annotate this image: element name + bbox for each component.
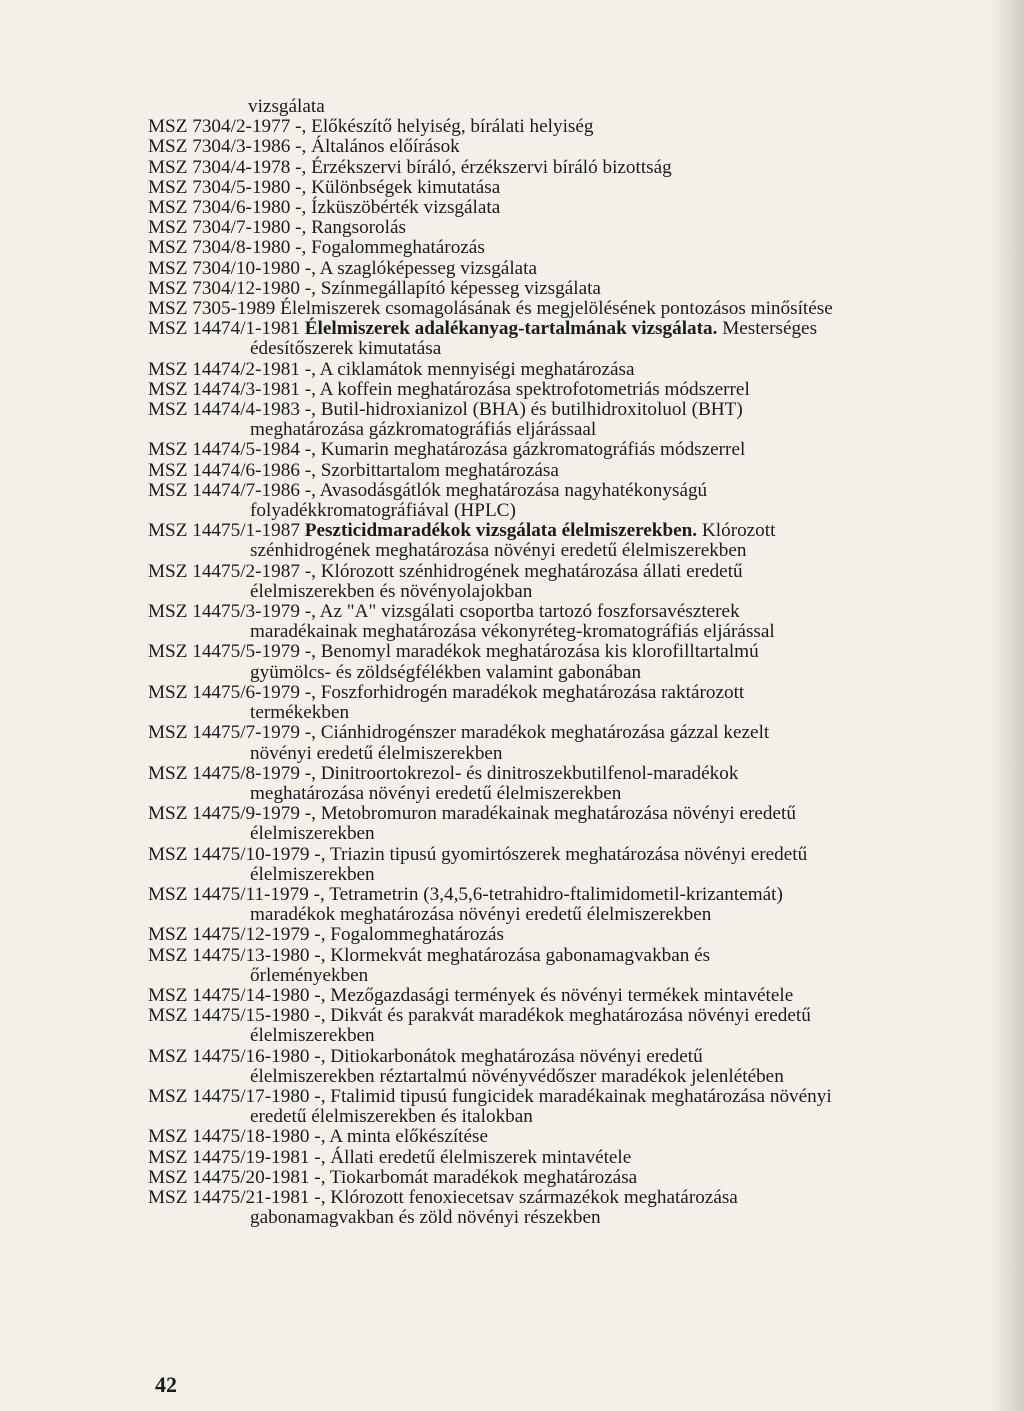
standard-entry	[148, 1168, 948, 1188]
standard-code: MSZ 14475/1-1987	[148, 520, 300, 542]
standard-entry	[148, 259, 948, 279]
entry-line: MSZ 14475/10-1979 -, Triazin tipusú gyomirtószerek meghatározása növényi eredetű	[148, 843, 808, 865]
standard-entry	[148, 804, 948, 844]
standard-subtitle-start: Mesterséges	[722, 318, 818, 340]
entry-continuation-line: élelmiszerekben réztartalmú növényvédőszer maradékok jelenlétében	[250, 1065, 784, 1087]
entry-continuation-line: folyadékkromatográfiával (HPLC)	[250, 500, 516, 522]
entry-continuation-line: gyümölcs- és zöldségfélékben valamint gabonában	[250, 661, 642, 683]
standard-entry	[148, 360, 948, 380]
standard-entry	[148, 279, 948, 299]
entry-continuation-line: meghatározása növényi eredetű élelmiszerekben	[250, 782, 622, 804]
entry-line: MSZ 14475/20-1981 -, Tiokarbomát maradékok meghatározása	[148, 1166, 638, 1188]
standard-entry	[148, 137, 948, 157]
standard-entry	[148, 602, 948, 642]
standard-entry	[148, 117, 948, 137]
entry-line: MSZ 14475/8-1979 -, Dinitroortokrezol- és dinitroszekbutilfenol-maradékok	[148, 762, 739, 784]
entry-line: MSZ 14475/19-1981 -, Állati eredetű élelmiszerek mintavétele	[148, 1146, 632, 1168]
standard-group-title: Élelmiszerek adalékanyag-tartalmának vizsgálata.	[304, 318, 718, 340]
standard-entry	[148, 178, 948, 198]
standard-entry	[148, 400, 948, 440]
entry-line: MSZ 14474/2-1981 -, A ciklamátok mennyiségi meghatározása	[148, 358, 635, 380]
entry-continuation-line: élelmiszerekben	[250, 863, 375, 885]
entry-line: MSZ 7304/7-1980 -, Rangsorolás	[148, 217, 406, 239]
standard-entry	[148, 158, 948, 178]
entry-line: MSZ 14475/7-1979 -, Ciánhidrogénszer maradékok meghatározása gázzal kezelt	[148, 722, 770, 744]
standard-entry	[148, 1188, 948, 1228]
standard-entry	[148, 198, 948, 218]
entry-continuation-line: maradékainak meghatározása vékonyréteg-kromatográfiás eljárással	[250, 621, 775, 643]
entry-line: MSZ 7304/2-1977 -, Előkészítő helyiség, bírálati helyiség	[148, 116, 594, 138]
entry-line: MSZ 14474/5-1984 -, Kumarin meghatározása gázkromatográfiás módszerrel	[148, 439, 746, 461]
standard-entry	[148, 1148, 948, 1168]
entry-continuation-line: eredetű élelmiszerekben és italokban	[250, 1106, 533, 1128]
standard-entry	[148, 845, 948, 885]
standard-entry	[148, 925, 948, 945]
standards-list	[148, 97, 948, 1228]
entry-continuation-line: növényi eredetű élelmiszerekben	[250, 742, 503, 764]
standard-entry	[148, 299, 948, 319]
intro-line: vizsgálata	[248, 96, 325, 117]
entry-line: MSZ 7304/5-1980 -, Különbségek kimutatása	[148, 176, 501, 198]
standard-entry	[148, 481, 948, 521]
entry-line: MSZ 14475/14-1980 -, Mezőgazdasági termények és növényi termékek mintavétele	[148, 984, 794, 1006]
entry-line: MSZ 14474/4-1983 -, Butil-hidroxianizol (BHA) és butilhidroxitoluol (BHT)	[148, 399, 743, 421]
standard-entry	[148, 946, 948, 986]
standard-entry	[148, 642, 948, 682]
standard-entry	[148, 238, 948, 258]
standard-entry	[148, 521, 948, 561]
standard-code: MSZ 14474/1-1981	[148, 318, 300, 340]
standard-entry	[148, 1127, 948, 1147]
standard-entry	[148, 723, 948, 763]
entry-heading-line	[148, 521, 948, 541]
entry-line: MSZ 7304/3-1986 -, Általános előírások	[148, 136, 460, 158]
entry-continuation-line: szénhidrogének meghatározása növényi eredetű élelmiszerekben	[250, 540, 747, 562]
entry-continuation-line: őrleményekben	[250, 964, 369, 986]
standard-entry	[148, 440, 948, 460]
entry-line: MSZ 14475/17-1980 -, Ftalimid tipusú fungicidek maradékainak meghatározása növényi	[148, 1085, 832, 1107]
entry-line: MSZ 14475/3-1979 -, Az "A" vizsgálati csoportba tartozó foszforsavészterek	[148, 601, 740, 623]
entry-line: MSZ 14475/13-1980 -, Klormekvát meghatározása gabonamagvakban és	[148, 944, 711, 966]
page-edge-shadow	[990, 0, 1024, 1411]
standard-entry	[148, 1006, 948, 1046]
page-number: 42	[155, 1372, 177, 1397]
entry-line: MSZ 7304/10-1980 -, A szaglóképesseg vizsgálata	[148, 257, 538, 279]
entry-continuation-line: édesítőszerek kimutatása	[250, 338, 442, 360]
entry-line: MSZ 7305-1989 Élelmiszerek csomagolásának és megjelölésének pontozásos minősítése	[148, 298, 833, 320]
entry-line: MSZ 14475/11-1979 -, Tetrametrin (3,4,5,6-tetrahidro-ftalimidometil-krizantemát)	[148, 883, 783, 905]
entry-continuation-line: termékekben	[250, 702, 350, 724]
standard-entry	[148, 885, 948, 925]
entry-heading-line	[148, 319, 948, 339]
entry-continuation-line: meghatározása gázkromatográfiás eljárássaal	[250, 419, 597, 441]
standard-entry	[148, 683, 948, 723]
entry-line: MSZ 7304/12-1980 -, Színmegállapító képesseg vizsgálata	[148, 277, 601, 299]
entry-line: MSZ 14475/12-1979 -, Fogalommeghatározás	[148, 924, 504, 946]
entry-line: MSZ 14474/3-1981 -, A koffein meghatározása spektrofotometriás módszerrel	[148, 378, 750, 400]
standard-entry	[148, 380, 948, 400]
entry-continuation-line: élelmiszerekben	[250, 823, 375, 845]
standard-entry	[148, 1047, 948, 1087]
entry-continuation-line: gabonamagvakban és zöld növényi részekben	[250, 1207, 601, 1229]
entry-line: MSZ 7304/8-1980 -, Fogalommeghatározás	[148, 237, 485, 259]
standard-entry	[148, 319, 948, 359]
entry-line: MSZ 14475/18-1980 -, A minta előkészítése	[148, 1126, 489, 1148]
entry-line: MSZ 14475/16-1980 -, Ditiokarbonátok meghatározása növényi eredetű	[148, 1045, 703, 1067]
standard-entry	[148, 562, 948, 602]
standard-entry	[148, 461, 948, 481]
entry-line: MSZ 14475/9-1979 -, Metobromuron maradékainak meghatározása növényi eredetű	[148, 803, 796, 825]
standard-entry	[148, 986, 948, 1006]
entry-continuation-line: élelmiszerekben	[250, 1025, 375, 1047]
standard-entry	[148, 218, 948, 238]
entry-line: MSZ 14475/5-1979 -, Benomyl maradékok meghatározása kis klorofilltartalmú	[148, 641, 759, 663]
standard-entry	[148, 1087, 948, 1127]
entry-continuation-line: maradékok meghatározása növényi eredetű élelmiszerekben	[250, 904, 712, 926]
entry-line: MSZ 14475/2-1987 -, Klórozott szénhidrogének meghatározása állati eredetű	[148, 560, 743, 582]
entry-line: MSZ 14475/6-1979 -, Foszforhidrogén maradékok meghatározása raktározott	[148, 681, 745, 703]
standard-entry	[148, 764, 948, 804]
standard-group-title: Peszticidmaradékok vizsgálata élelmiszerekben.	[304, 520, 698, 542]
entry-line: MSZ 14474/6-1986 -, Szorbittartalom meghatározása	[148, 459, 559, 481]
entry-line: MSZ 7304/6-1980 -, Ízküszöbérték vizsgálata	[148, 197, 501, 219]
entry-line: MSZ 7304/4-1978 -, Érzékszervi bíráló, érzékszervi bíráló bizottság	[148, 156, 672, 178]
entry-line: MSZ 14475/21-1981 -, Klórozott fenoxiecetsav származékok meghatározása	[148, 1186, 738, 1208]
entry-line: MSZ 14474/7-1986 -, Avasodásgátlók meghatározása nagyhatékonyságú	[148, 479, 708, 501]
entry-line: MSZ 14475/15-1980 -, Dikvát és parakvát maradékok meghatározása növényi eredetű	[148, 1005, 811, 1027]
entry-continuation-line: élelmiszerekben és növényolajokban	[250, 580, 533, 602]
standard-subtitle-start: Klórozott	[701, 520, 776, 542]
